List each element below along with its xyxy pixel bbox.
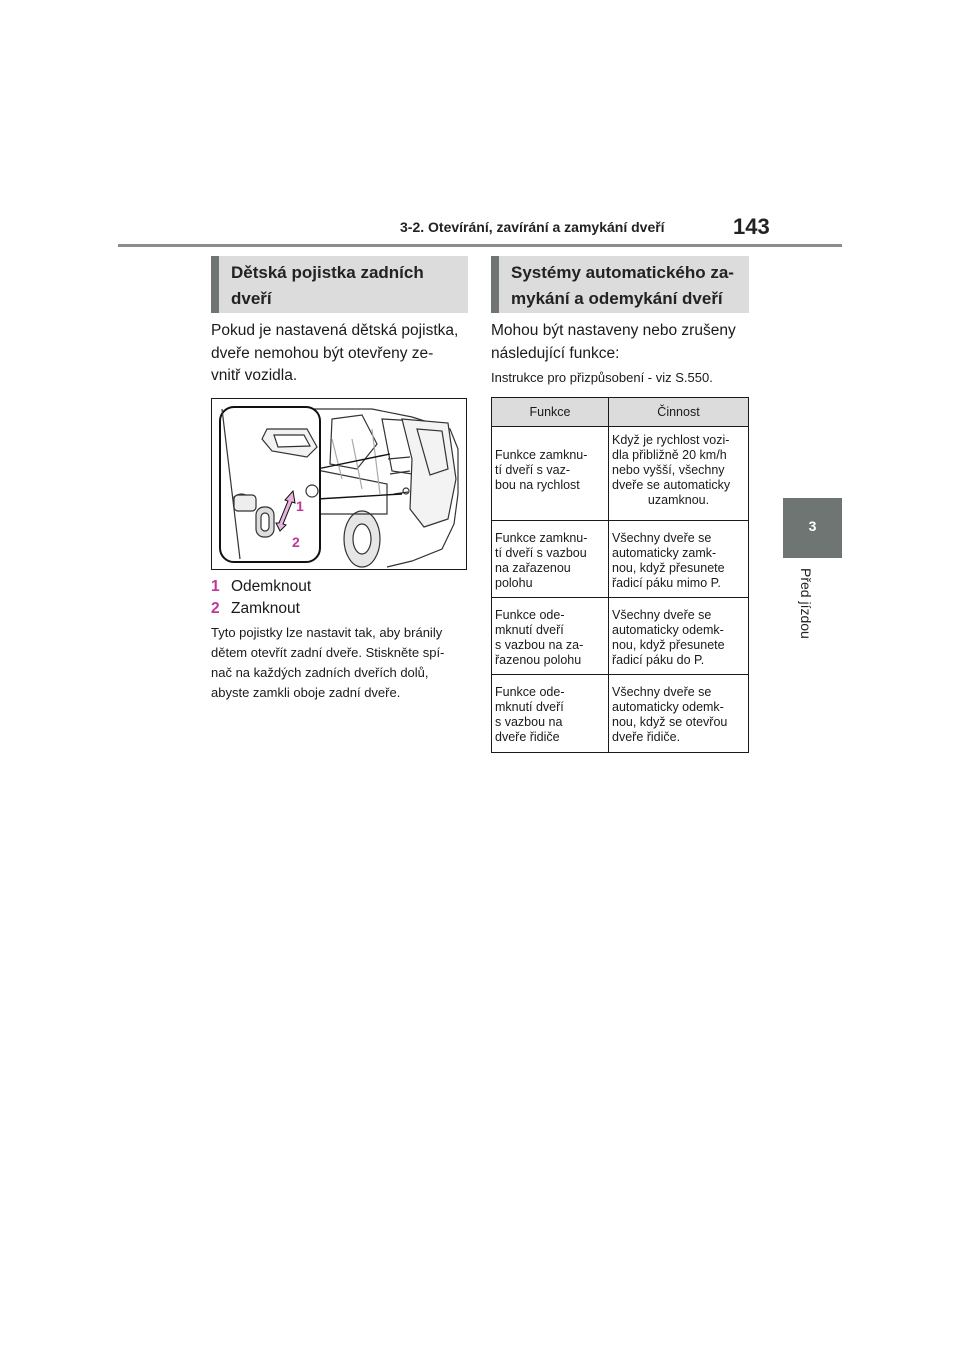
callout-legend: [211, 576, 473, 620]
cell-line: Všechny dveře se: [612, 685, 712, 699]
cell-line: mknutí dveří: [495, 623, 564, 637]
cell-line: Funkce ode-: [495, 608, 565, 622]
table-header-function: Funkce: [492, 398, 609, 427]
intro-line: Mohou být nastaveny nebo zrušeny: [491, 322, 736, 339]
cell-line: na zařazenou: [495, 561, 571, 575]
note-line: Tyto pojistky lze nastavit tak, aby bránily: [211, 625, 443, 640]
functions-table: [491, 397, 749, 753]
cell-line: Funkce zamknu-: [495, 448, 588, 462]
child-lock-heading: [211, 256, 468, 313]
cell-line: bou na rychlost: [495, 478, 580, 492]
cell-line: Funkce ode-: [495, 685, 565, 699]
cell-line: nou, když přesunete: [612, 561, 725, 575]
cell-line: automaticky zamk-: [612, 546, 717, 560]
table-row: [492, 598, 749, 675]
table-row: [492, 521, 749, 598]
cell-line: Všechny dveře se: [612, 608, 712, 622]
cell-line: Funkce zamknu-: [495, 531, 588, 545]
running-header-section-title: 3-2. Otevírání, zavírání a zamykání dveří: [400, 219, 665, 235]
cell-line: uzamknou.: [647, 493, 710, 507]
table-row: [492, 427, 749, 521]
table-cell-action: [609, 675, 749, 753]
cell-line: dla přibližně 20 km/h: [612, 448, 727, 462]
cell-line: řazenou polohu: [495, 653, 582, 667]
legend-number: 1: [211, 578, 220, 595]
legend-item: [211, 576, 473, 598]
heading-line: mykání a odemykání dveří: [511, 289, 723, 308]
note-line: dětem otevřít zadní dveře. Stiskněte spí-: [211, 645, 445, 660]
table-cell-function: [492, 675, 609, 753]
legend-label: Zamknout: [231, 600, 300, 617]
intro-line: dveře nemohou být otevřeny ze-: [211, 344, 434, 362]
car-door-drawing: [212, 399, 466, 569]
cell-line: tí dveří s vazbou: [495, 546, 587, 560]
functions-table-wrapper: [491, 397, 749, 753]
chapter-tab-number: 3: [808, 518, 817, 534]
note-line: nač na každých zadních dveřích dolů,: [211, 665, 429, 680]
cell-line: tí dveří s vaz-: [495, 463, 571, 477]
table-header-row: [492, 398, 749, 427]
callout-number: 1: [296, 498, 304, 514]
cell-line: nebo vyšší, všechny: [612, 463, 725, 477]
table-cell-function: [492, 521, 609, 598]
table-cell-action: [609, 427, 749, 521]
table-cell-action: [609, 521, 749, 598]
heading-line: Dětská pojistka zadních: [231, 263, 424, 282]
table-cell-action: [609, 598, 749, 675]
cell-line: s vazbou na: [495, 715, 563, 729]
chapter-tab-label-text: Před jízdou: [798, 568, 814, 639]
cell-line: automaticky odemk-: [612, 700, 724, 714]
child-lock-illustration: [211, 398, 467, 570]
child-lock-intro: [211, 320, 473, 388]
cell-line: s vazbou na za-: [495, 638, 584, 652]
heading-line: dveří: [231, 289, 272, 308]
header-divider: [118, 244, 842, 247]
table-cell-function: [492, 427, 609, 521]
cell-line: nou, když přesunete: [612, 638, 725, 652]
cell-line: nou, když se otevřou: [612, 715, 728, 729]
cell-line: automaticky odemk-: [612, 623, 724, 637]
legend-item: [211, 598, 473, 620]
callout-number: 2: [292, 534, 300, 550]
table-cell-function: [492, 598, 609, 675]
intro-line: následující funkce:: [491, 344, 620, 362]
customization-note: Instrukce pro přizpůsobení - viz S.550.: [491, 370, 713, 385]
legend-label: Odemknout: [231, 578, 312, 595]
cell-line: mknutí dveří: [495, 700, 564, 714]
cell-line: řadicí páku mimo P.: [612, 576, 721, 590]
cell-line: dveře řidiče.: [612, 730, 681, 744]
auto-lock-heading: [491, 256, 749, 313]
auto-lock-intro: [491, 320, 756, 365]
note-line: abyste zamkli oboje zadní dveře.: [211, 685, 401, 700]
page-number: 143: [733, 214, 770, 239]
table-row: [492, 675, 749, 753]
cell-line: dveře se automaticky: [612, 478, 731, 492]
cell-line: dveře řidiče: [495, 730, 560, 744]
cell-line: Když je rychlost vozi-: [612, 433, 730, 447]
cell-line: Všechny dveře se: [612, 531, 712, 545]
cell-line: řadicí páku do P.: [612, 653, 705, 667]
table-header-action: Činnost: [609, 398, 749, 427]
child-lock-note: [211, 623, 473, 703]
intro-line: vnitř vozidla.: [211, 367, 298, 384]
intro-line: Pokud je nastavená dětská pojistka,: [211, 322, 459, 339]
cell-line: polohu: [495, 576, 533, 590]
heading-line: Systémy automatického za-: [511, 263, 734, 282]
legend-number: 2: [211, 600, 220, 617]
